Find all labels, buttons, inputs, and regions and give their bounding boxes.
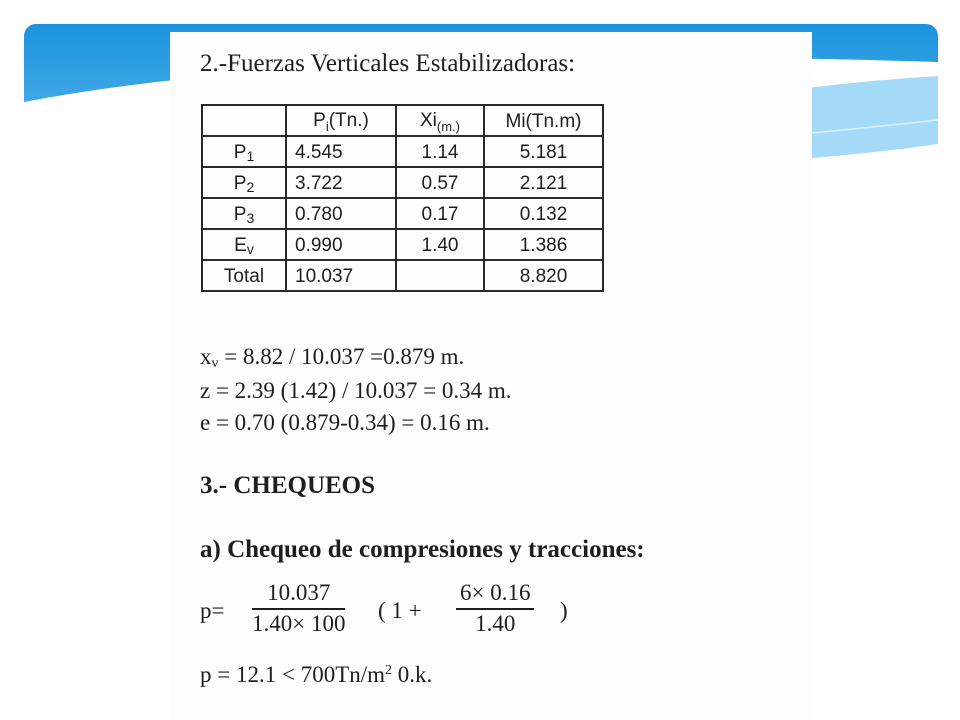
fraction-1-numerator: 10.037 <box>252 580 345 610</box>
cell-p: 0.990 <box>286 229 396 260</box>
cell-p: 3.722 <box>286 167 396 198</box>
cell-mi-total: 8.820 <box>484 260 603 291</box>
cell-p-total: 10.037 <box>286 260 396 291</box>
fraction-2-numerator: 6× 0.16 <box>456 580 534 610</box>
fraction-1-denominator: 1.40× 100 <box>252 611 346 636</box>
header-cell-pi: $P_i(Tn.)$ <box>286 105 396 136</box>
formula-open-paren: ( 1 + <box>378 598 422 623</box>
table-row <box>202 198 603 229</box>
formula-close-paren: ) <box>560 598 568 623</box>
subsection-a-title: a) Chequeo de compresiones y tracciones: <box>200 536 645 563</box>
stabilizing-forces-table <box>201 104 604 292</box>
cell-xi: 0.57 <box>396 167 484 198</box>
row-label: $E_v$ <box>202 229 286 260</box>
section-2-title: 2.-Fuerzas Verticales Estabilizadoras: <box>200 50 576 77</box>
row-label: $P_2$ <box>202 167 286 198</box>
cell-mi: 5.181 <box>484 136 603 167</box>
cell-mi: 1.386 <box>484 229 603 260</box>
row-label: $P_3$ <box>202 198 286 229</box>
table-row <box>202 229 603 260</box>
fraction-2-denominator: 1.40 <box>475 611 516 636</box>
row-label-total: Total <box>202 260 286 291</box>
cell-xi: 0.17 <box>396 198 484 229</box>
header-cell-empty <box>202 105 286 136</box>
formula-p-lhs: p= <box>200 598 225 623</box>
section-3-title: 3.- CHEQUEOS <box>200 472 376 499</box>
header-cell-mi: Mi(Tn.m) <box>484 105 603 136</box>
fraction-1 <box>252 580 345 637</box>
equation-e: e = 0.70 (0.879-0.34) = 0.16 m. <box>200 410 490 435</box>
cell-xi: 1.14 <box>396 136 484 167</box>
cell-xi: 1.40 <box>396 229 484 260</box>
scanned-document <box>170 32 812 720</box>
equation-z: z = 2.39 (1.42) / 10.037 = 0.34 m. <box>200 378 512 403</box>
cell-p: 4.545 <box>286 136 396 167</box>
cell-p: 0.780 <box>286 198 396 229</box>
row-label: $P_1$ <box>202 136 286 167</box>
result-line: $p = 12.1 < 700Tn/m^2$ 0.k. <box>200 662 433 687</box>
table-total-row <box>202 260 603 291</box>
table-header-row <box>202 105 603 136</box>
table-row <box>202 136 603 167</box>
table-row <box>202 167 603 198</box>
header-cell-xi: $Xi_{(m.)}$ <box>396 105 484 136</box>
cell-mi: 2.121 <box>484 167 603 198</box>
fraction-2 <box>456 580 534 637</box>
cell-xi-total <box>396 260 484 291</box>
cell-mi: 0.132 <box>484 198 603 229</box>
equation-xv: $x_v = 8.82 / 10.037 =0.879$ m. <box>200 344 465 371</box>
